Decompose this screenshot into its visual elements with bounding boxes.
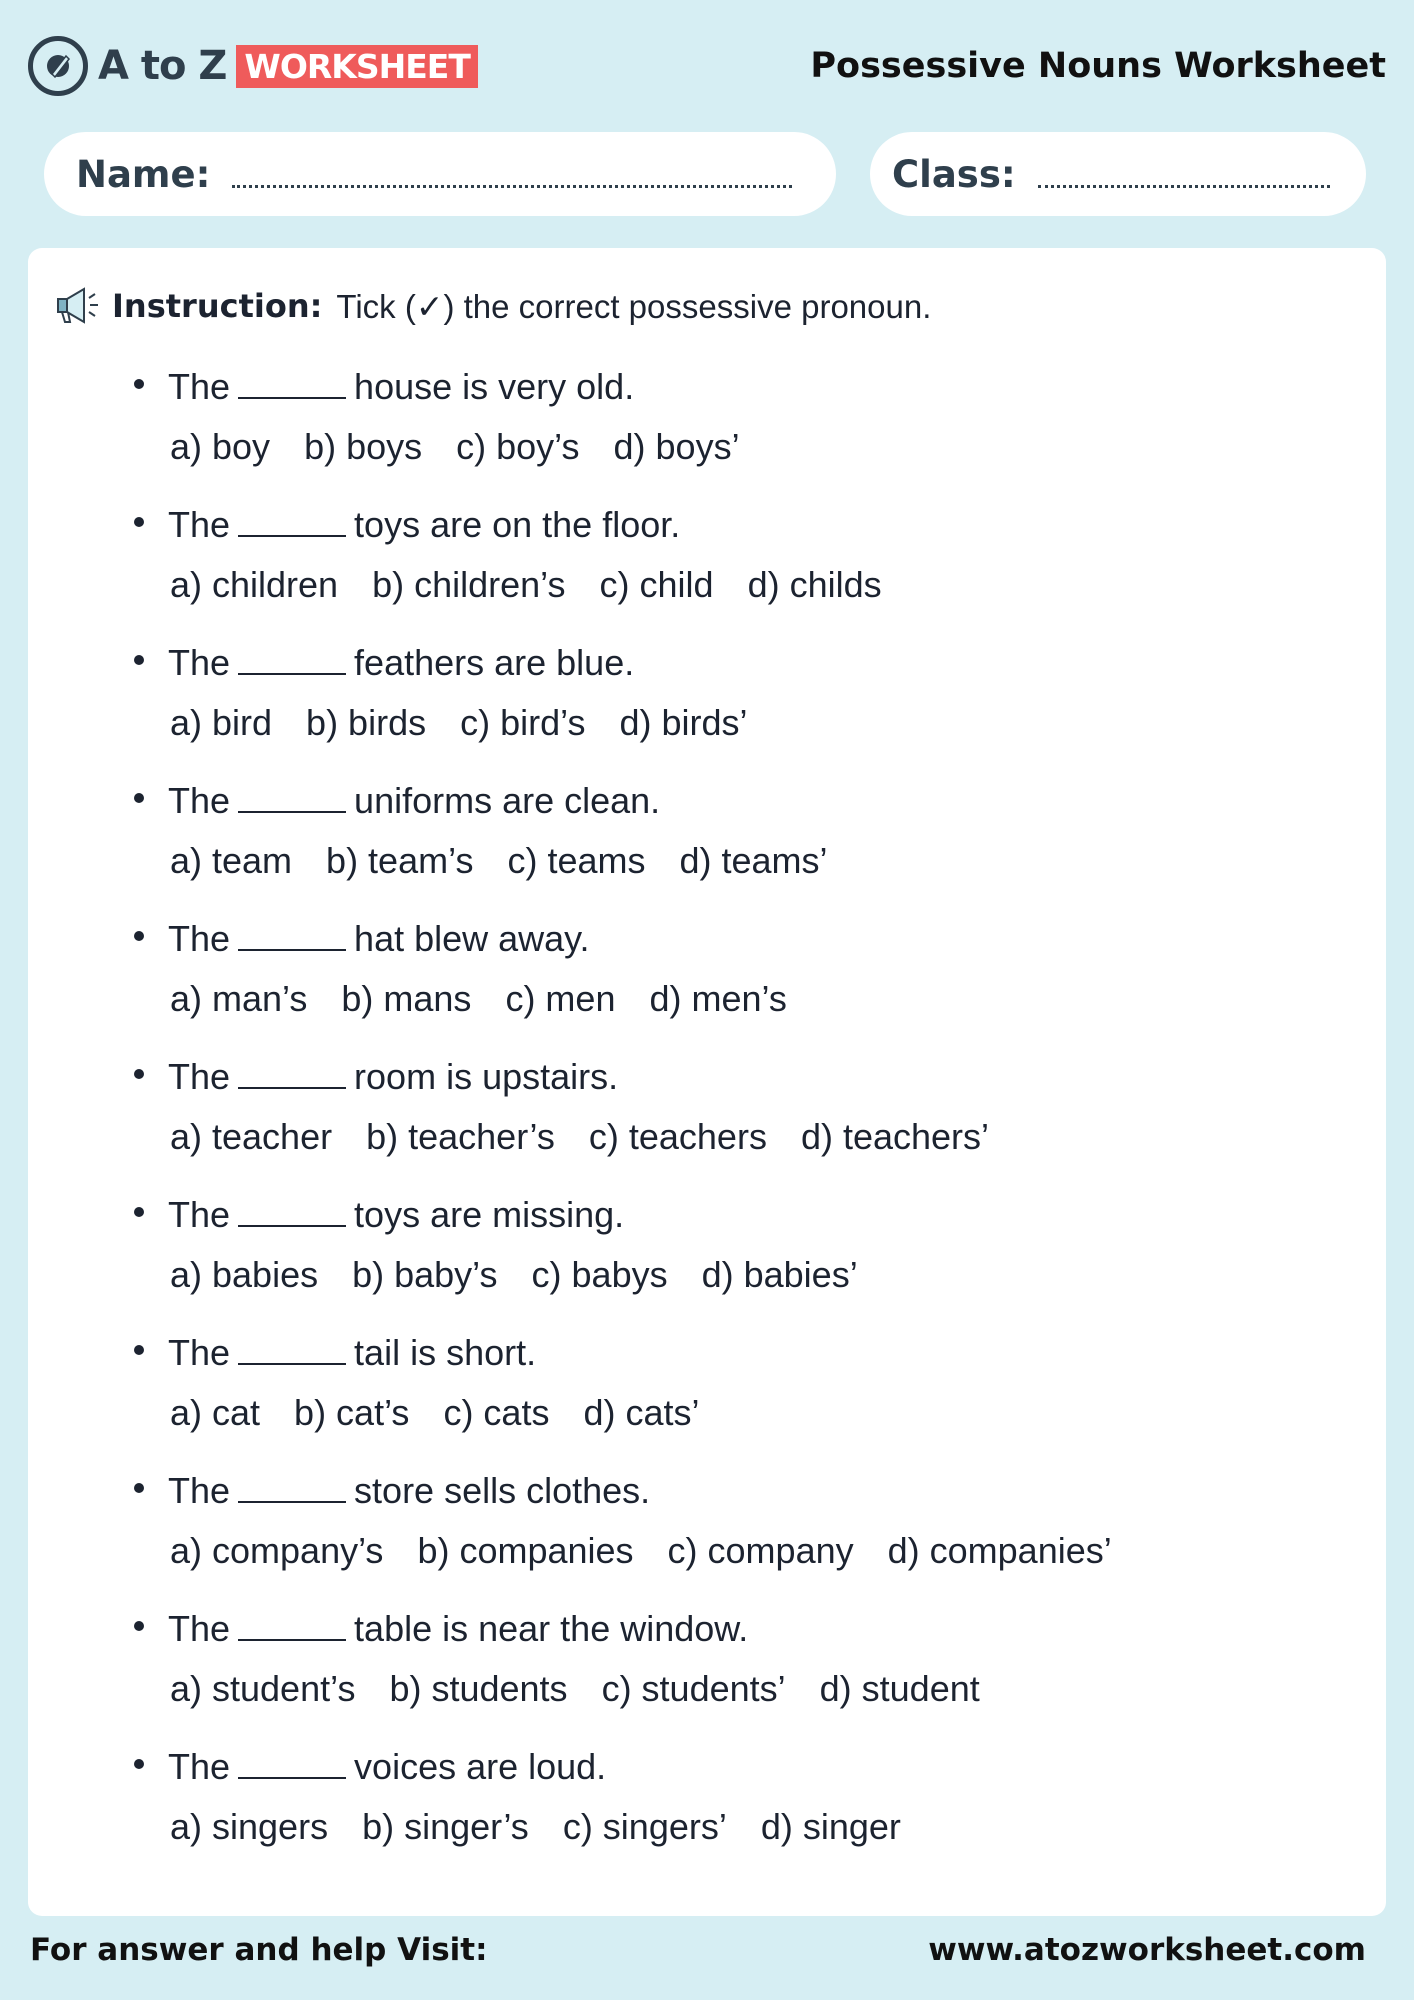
instruction [54, 284, 931, 328]
bullet [134, 1483, 144, 1493]
bullet [134, 1207, 144, 1217]
answer-blank [238, 948, 346, 951]
question [134, 1056, 1146, 1162]
option[interactable]: c) bird’s [460, 702, 586, 743]
option[interactable]: b) singer’s [362, 1806, 529, 1847]
question [134, 780, 1146, 886]
name-label: Name: [76, 152, 211, 196]
answer-blank [238, 1500, 346, 1503]
option[interactable]: b) birds [306, 702, 427, 743]
question-end: hat blew away. [354, 918, 590, 959]
question-start: The [168, 1194, 231, 1235]
option[interactable]: b) companies [417, 1530, 634, 1571]
option[interactable]: a) babies [170, 1254, 319, 1295]
answer-blank [238, 1776, 346, 1779]
bullet [134, 931, 144, 941]
bullet [134, 517, 144, 527]
question-start: The [168, 1608, 231, 1649]
option[interactable]: d) babies’ [701, 1254, 858, 1295]
question-end: tail is short. [354, 1332, 537, 1373]
option[interactable]: a) man’s [170, 978, 308, 1019]
footer-website-link[interactable]: www.atozworksheet.com [928, 1932, 1366, 1968]
answer-blank [238, 672, 346, 675]
answer-blank [238, 396, 346, 399]
option[interactable]: d) teachers’ [800, 1116, 990, 1157]
option[interactable]: d) companies’ [887, 1530, 1112, 1571]
bullet [134, 1345, 144, 1355]
question [134, 366, 1146, 472]
option[interactable]: b) boys [304, 426, 423, 467]
question-end: room is upstairs. [354, 1056, 619, 1097]
option[interactable]: b) teacher’s [366, 1116, 555, 1157]
option[interactable]: a) singers [170, 1806, 329, 1847]
question-end: uniforms are clean. [354, 780, 661, 821]
question-start: The [168, 780, 231, 821]
logo-text: A to Z [98, 43, 227, 89]
option[interactable]: c) boy’s [456, 426, 580, 467]
question-end: toys are missing. [354, 1194, 625, 1235]
option[interactable]: b) baby’s [352, 1254, 498, 1295]
option[interactable]: a) cat [170, 1392, 261, 1433]
option[interactable]: c) singers’ [562, 1806, 727, 1847]
answer-blank [238, 1638, 346, 1641]
option[interactable]: c) students’ [601, 1668, 786, 1709]
footer-help-text: For answer and help Visit: [30, 1932, 488, 1968]
option[interactable]: b) students [389, 1668, 568, 1709]
bullet [134, 379, 144, 389]
answer-blank [238, 534, 346, 537]
option[interactable]: b) children’s [372, 564, 566, 605]
option[interactable]: d) singer [760, 1806, 901, 1847]
instruction-text: Tick (✓) the correct possessive pronoun. [336, 287, 932, 325]
megaphone-icon [54, 284, 104, 328]
option[interactable]: d) student [819, 1668, 980, 1709]
option[interactable]: b) mans [341, 978, 472, 1019]
option[interactable]: d) boys’ [613, 426, 740, 467]
option[interactable]: a) bird [170, 702, 273, 743]
logo-tag: WORKSHEET [236, 45, 477, 88]
option[interactable]: a) teacher [170, 1116, 333, 1157]
option[interactable]: c) company [667, 1530, 854, 1571]
question-start: The [168, 366, 231, 407]
question-end: house is very old. [354, 366, 635, 407]
question-start: The [168, 1056, 231, 1097]
instruction-label: Instruction: [112, 287, 323, 325]
name-dotted-line [232, 161, 792, 188]
answer-blank [238, 1224, 346, 1227]
question-end: toys are on the floor. [354, 504, 681, 545]
option[interactable]: b) cat’s [294, 1392, 410, 1433]
question-end: store sells clothes. [354, 1470, 651, 1511]
pen-icon [28, 36, 88, 96]
option[interactable]: d) cats’ [583, 1392, 700, 1433]
question [134, 1194, 1146, 1300]
option[interactable]: a) children [170, 564, 339, 605]
question [134, 1332, 1146, 1438]
option[interactable]: c) child [599, 564, 714, 605]
option[interactable]: d) birds’ [619, 702, 748, 743]
question-start: The [168, 504, 231, 545]
option[interactable]: c) babys [531, 1254, 668, 1295]
question-end: voices are loud. [354, 1746, 607, 1787]
option[interactable]: a) company’s [170, 1530, 384, 1571]
answer-blank [238, 810, 346, 813]
class-label: Class: [892, 152, 1016, 196]
worksheet-card [28, 248, 1386, 1916]
question [134, 642, 1146, 748]
option[interactable]: d) teams’ [679, 840, 828, 881]
option[interactable]: c) teachers [588, 1116, 767, 1157]
question-list [134, 366, 1146, 1884]
question-start: The [168, 1332, 231, 1373]
question [134, 504, 1146, 610]
bullet [134, 793, 144, 803]
option[interactable]: a) student’s [170, 1668, 356, 1709]
question [134, 1608, 1146, 1714]
question [134, 1470, 1146, 1576]
bullet [134, 1069, 144, 1079]
page-title: Possessive Nouns Worksheet [810, 46, 1386, 86]
question-start: The [168, 1470, 231, 1511]
question-start: The [168, 642, 231, 683]
option[interactable]: c) cats [443, 1392, 550, 1433]
question-end: feathers are blue. [354, 642, 635, 683]
bullet [134, 655, 144, 665]
class-field[interactable] [870, 132, 1366, 216]
option[interactable]: d) men’s [649, 978, 787, 1019]
site-logo [28, 36, 478, 96]
answer-blank [238, 1362, 346, 1365]
option[interactable]: b) team’s [326, 840, 474, 881]
option[interactable]: a) team [170, 840, 293, 881]
question [134, 918, 1146, 1024]
bullet [134, 1621, 144, 1631]
question-start: The [168, 1746, 231, 1787]
option[interactable]: c) teams [507, 840, 646, 881]
question [134, 1746, 1146, 1852]
answer-blank [238, 1086, 346, 1089]
question-start: The [168, 918, 231, 959]
class-dotted-line [1038, 161, 1330, 188]
option[interactable]: d) childs [747, 564, 882, 605]
option[interactable]: a) boy [170, 426, 271, 467]
name-field[interactable] [44, 132, 836, 216]
question-end: table is near the window. [354, 1608, 749, 1649]
bullet [134, 1759, 144, 1769]
option[interactable]: c) men [505, 978, 616, 1019]
